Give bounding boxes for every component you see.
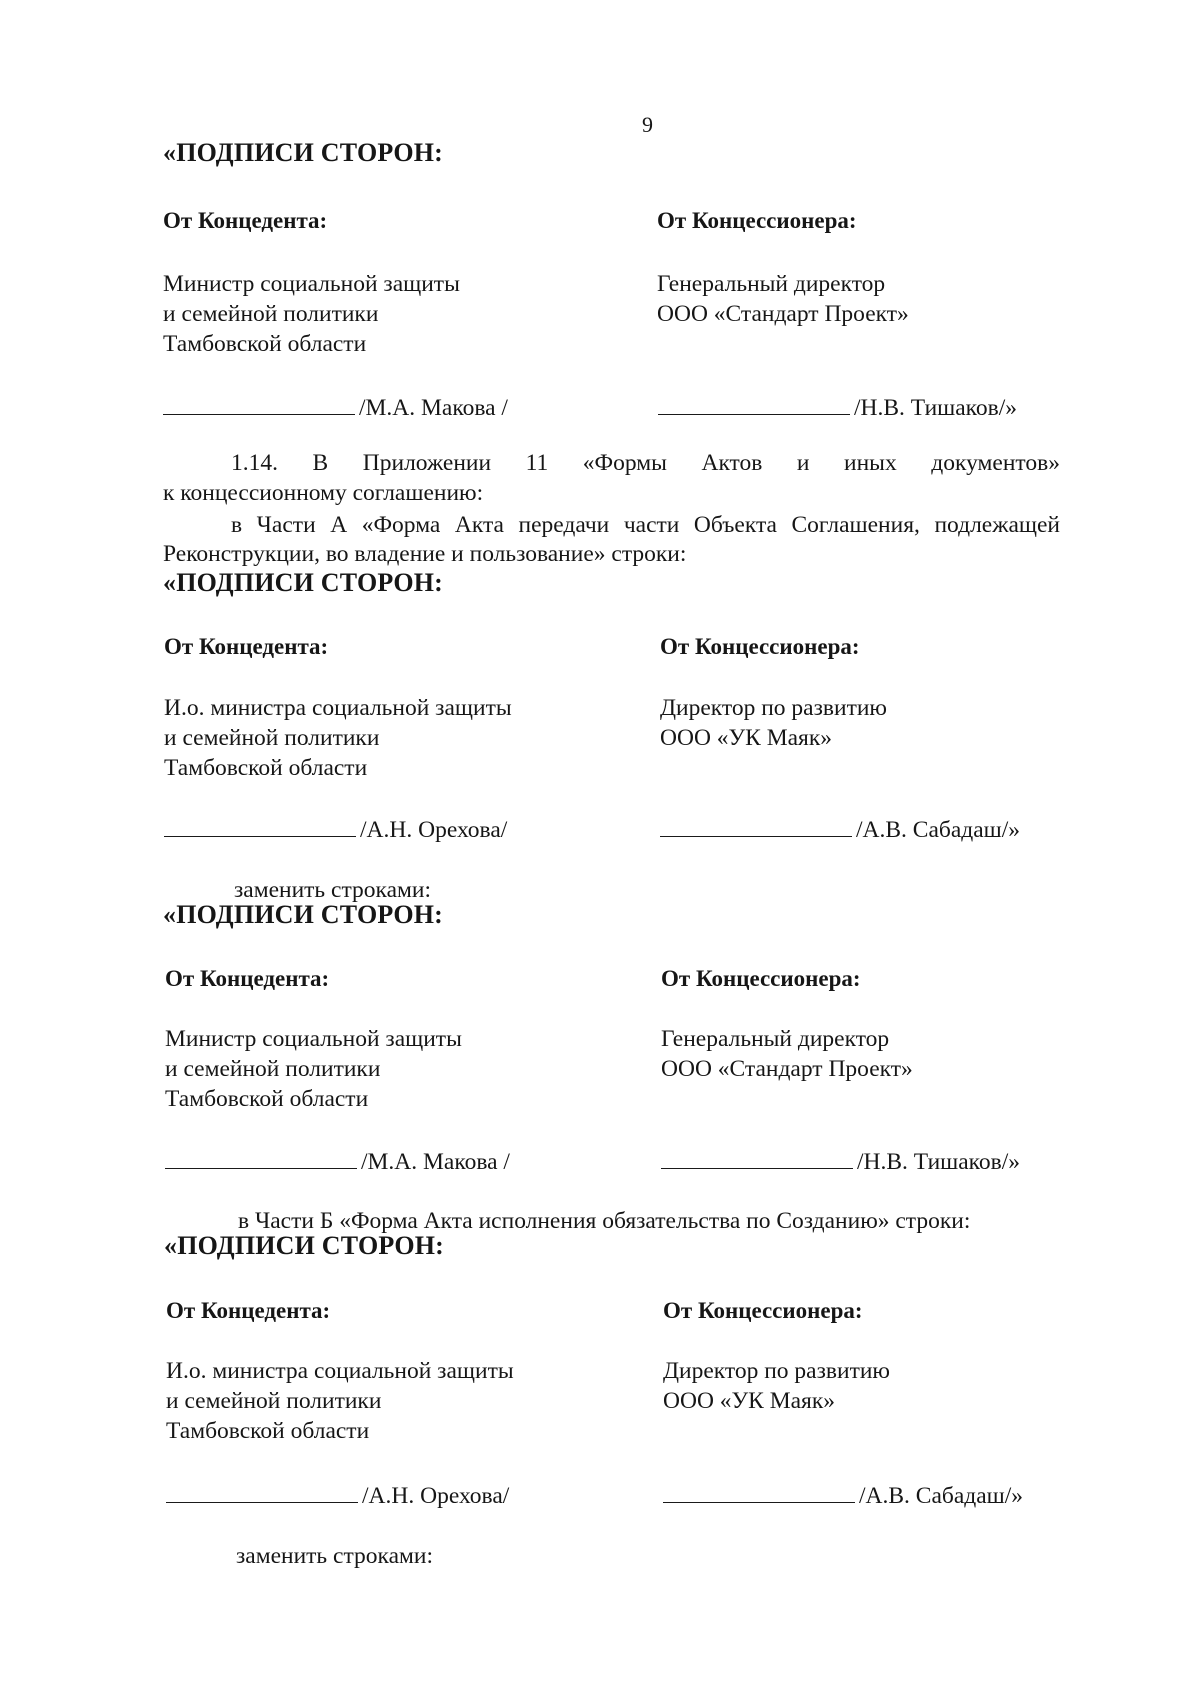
signature-line [163, 390, 355, 415]
concedent-signature-4 [166, 1478, 509, 1510]
position-line: Министр социальной защиты [165, 1026, 462, 1052]
position-line: Генеральный директор [657, 271, 886, 297]
concedent-position-4 [166, 1356, 514, 1446]
concessionaire-signature-1 [658, 390, 1017, 422]
position-line: и семейной политики [165, 1056, 381, 1082]
concedent-label-2: От Концедента: [164, 634, 329, 659]
concedent-label-3: От Концедента: [165, 966, 330, 991]
part-a-line-1: в Части А «Форма Акта передачи части Объекта Соглашения, подлежащей [231, 512, 1060, 538]
concessionaire-label-1: От Концессионера: [657, 208, 857, 233]
position-line: Генеральный директор [661, 1026, 890, 1052]
concedent-position-2 [164, 693, 512, 783]
signatures-heading-3: «ПОДПИСИ СТОРОН: [163, 900, 444, 929]
position-line: Тамбовской области [165, 1086, 369, 1112]
signature-name: /Н.В. Тишаков/» [857, 1149, 1021, 1175]
signature-name: /М.А. Макова / [361, 1149, 510, 1175]
word: Актов [701, 450, 763, 476]
word: 1.14. [231, 450, 278, 476]
part-a-line-2: Реконструкции, во владение и пользование» строки: [163, 541, 687, 567]
position-line: и семейной политики [163, 301, 379, 327]
paragraph-1-14-line-2: к концессионному соглашению: [163, 480, 484, 506]
concedent-signature-2 [164, 812, 507, 844]
signature-line [663, 1478, 855, 1503]
position-line: И.о. министра социальной защиты [166, 1358, 514, 1384]
position-line: Тамбовской области [166, 1418, 370, 1444]
concessionaire-position-2 [660, 693, 887, 753]
paragraph-1-14-line-1 [163, 450, 1060, 477]
signature-name: /Н.В. Тишаков/» [854, 395, 1018, 421]
concedent-signature-1 [163, 390, 508, 422]
concedent-label-1: От Концедента: [163, 208, 328, 233]
part-b-text: в Части Б «Форма Акта исполнения обязательства по Созданию» строки: [238, 1208, 971, 1234]
concedent-signature-3 [165, 1144, 510, 1176]
signature-line [660, 812, 852, 837]
concessionaire-label-4: От Концессионера: [663, 1298, 863, 1323]
signature-line [658, 390, 850, 415]
position-line: ООО «Стандарт Проект» [657, 301, 909, 327]
replace-text-1: заменить строками: [234, 877, 431, 903]
replace-text-2: заменить строками: [236, 1543, 433, 1569]
word: документов» [931, 450, 1060, 476]
word: иных [844, 450, 897, 476]
position-line: и семейной политики [164, 725, 380, 751]
position-line: Министр социальной защиты [163, 271, 460, 297]
word: 11 [525, 450, 549, 476]
concessionaire-signature-4 [663, 1478, 1023, 1510]
signature-line [661, 1144, 853, 1169]
signatures-heading-1: «ПОДПИСИ СТОРОН: [163, 138, 444, 167]
concessionaire-position-4 [663, 1356, 890, 1416]
signature-line [165, 1144, 357, 1169]
position-line: ООО «Стандарт Проект» [661, 1056, 913, 1082]
signatures-heading-2: «ПОДПИСИ СТОРОН: [163, 568, 444, 597]
concessionaire-label-2: От Концессионера: [660, 634, 860, 659]
signature-name: /А.Н. Орехова/ [362, 1483, 510, 1509]
signature-name: /А.В. Сабадаш/» [859, 1483, 1024, 1509]
position-line: Тамбовской области [163, 331, 367, 357]
position-line: Директор по развитию [663, 1358, 890, 1384]
concedent-position-3 [165, 1024, 462, 1114]
concessionaire-position-1 [657, 269, 909, 329]
concedent-label-4: От Концедента: [166, 1298, 331, 1323]
signature-line [166, 1478, 358, 1503]
signature-name: /А.Н. Орехова/ [360, 817, 508, 843]
page-number: 9 [642, 112, 653, 137]
signature-line [164, 812, 356, 837]
concessionaire-position-3 [661, 1024, 913, 1084]
position-line: И.о. министра социальной защиты [164, 695, 512, 721]
word: «Формы [582, 450, 667, 476]
position-line: Директор по развитию [660, 695, 887, 721]
position-line: Тамбовской области [164, 755, 368, 781]
signature-name: /М.А. Макова / [359, 395, 508, 421]
concessionaire-signature-3 [661, 1144, 1020, 1176]
concessionaire-signature-2 [660, 812, 1020, 844]
signature-name: /А.В. Сабадаш/» [856, 817, 1021, 843]
position-line: и семейной политики [166, 1388, 382, 1414]
word: В [312, 450, 329, 476]
signatures-heading-4: «ПОДПИСИ СТОРОН: [164, 1231, 445, 1260]
position-line: ООО «УК Маяк» [660, 725, 833, 751]
word: и [796, 450, 810, 476]
word: Приложении [362, 450, 492, 476]
concedent-position-1 [163, 269, 460, 359]
concessionaire-label-3: От Концессионера: [661, 966, 861, 991]
position-line: ООО «УК Маяк» [663, 1388, 836, 1414]
